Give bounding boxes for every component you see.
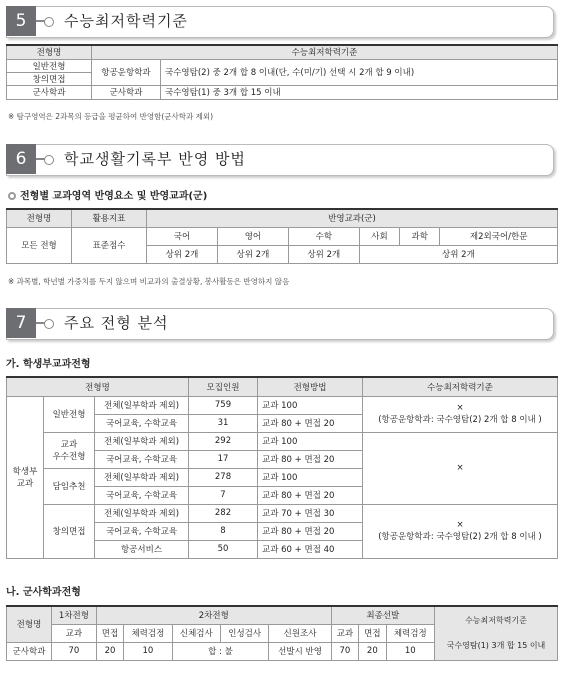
th-stage2: 2차전형 (96, 606, 331, 624)
th-method: 전형방법 (258, 377, 363, 396)
section-7-header (6, 308, 558, 338)
cell-quota: 7 (189, 486, 258, 504)
cell-method: 교과 80 + 면접 20 (258, 522, 363, 540)
section-number: 6 (6, 144, 36, 174)
cell-dept: 국어교육, 수학교육 (95, 486, 189, 504)
cell-sub: 인성검사 (220, 624, 268, 642)
cell-value: 합 : 불 (172, 642, 269, 660)
section-number: 7 (6, 308, 36, 338)
aviation-criteria: (항공운항학과: 국수영탐(2) 2개 합 8 이내 ) (378, 532, 542, 542)
section-number: 5 (6, 6, 36, 36)
subheading-6 (8, 187, 207, 202)
cell-dept: 국어교육, 수학교육 (95, 414, 189, 432)
th-stage1: 1차전형 (52, 606, 97, 624)
cell-method: 교과 80 + 면접 20 (258, 450, 363, 468)
cell-value: 10 (386, 642, 434, 660)
cell-type: 일반전형 (7, 59, 92, 72)
cell-criteria: 국수영탐(1) 3개 합 15 이내 (446, 641, 546, 651)
cell-quota: 278 (189, 468, 258, 486)
cell-subject: 영어 (217, 227, 288, 245)
note-6: ※ 과목별, 학년별 가중치를 두지 않으며 비교과의 출결상황, 봉사활동은 반영하지 않음 (8, 277, 290, 286)
cell-type: 일반전형 (44, 396, 95, 432)
table-gyogwa (6, 376, 558, 559)
cell-sub: 체력검정 (124, 624, 172, 642)
cell-method: 교과 60 + 면접 40 (258, 540, 363, 558)
cell-dept: 항공운항학과 (92, 59, 161, 85)
th-final: 최종선발 (331, 606, 434, 624)
cell-sub: 면접 (96, 624, 123, 642)
th-type: 전형명 (7, 377, 189, 396)
cell-dept: 전체(일부학과 제외) (95, 432, 189, 450)
cell-index: 표준점수 (72, 227, 147, 263)
cell-type: 교과 우수전형 (44, 432, 95, 468)
cell-sub: 교과 (52, 624, 97, 642)
cell-type: 담임추천 (44, 468, 95, 504)
aviation-criteria: (항공운항학과: 국수영탐(2) 2개 합 8 이내 ) (378, 415, 542, 425)
subheading-7a: 가. 학생부교과전형 (6, 359, 91, 370)
cell-sub: 체력검정 (386, 624, 434, 642)
th-subjects: 반영교과(군) (147, 209, 558, 227)
cell-type: 창의면접 (7, 72, 92, 85)
cell-criteria: × (363, 432, 558, 504)
x-mark: × (456, 520, 464, 530)
cell-criteria (363, 396, 558, 432)
cell-criteria (363, 504, 558, 558)
th-criteria: 수능최저학력기준 (363, 377, 558, 396)
section-5-header (6, 6, 558, 36)
cell-dept: 전체(일부학과 제외) (95, 504, 189, 522)
circle-bullet-icon (8, 192, 16, 200)
table-military (6, 605, 558, 661)
cell-method: 교과 100 (258, 468, 363, 486)
cell-quota: 50 (189, 540, 258, 558)
cell-quota: 8 (189, 522, 258, 540)
cell-quota: 292 (189, 432, 258, 450)
section-title: 주요 전형 분석 (64, 314, 169, 332)
note-5: ※ 탐구영역은 2과목의 등급을 평균하여 반영함(군사학과 제외) (8, 112, 214, 121)
cell-dept: 항공서비스 (95, 540, 189, 558)
th-type: 전형명 (7, 209, 72, 227)
cell-dept: 전체(일부학과 제외) (95, 396, 189, 414)
subheading-text: 전형별 교과영역 반영요소 및 반영교과(군) (20, 191, 208, 202)
cell-subject: 사회 (359, 227, 399, 245)
cell-type: 모든 전형 (7, 227, 72, 263)
table-school-record (6, 208, 558, 264)
table-min-csat (6, 44, 558, 100)
cell-value: 10 (124, 642, 172, 660)
th-criteria: 수능최저학력기준 (465, 616, 527, 626)
cell-type: 창의면접 (44, 504, 95, 558)
cell-sub: 면접 (359, 624, 386, 642)
cell-rank: 상위 2개 (147, 245, 218, 263)
th-quota: 모집인원 (189, 377, 258, 396)
cell-criteria-col (435, 606, 558, 660)
cell-quota: 759 (189, 396, 258, 414)
cell-method: 교과 70 + 면접 30 (258, 504, 363, 522)
cell-type: 군사학과 (7, 642, 52, 660)
section-title: 수능최저학력기준 (64, 12, 188, 30)
cell-method: 교과 80 + 면접 20 (258, 414, 363, 432)
subheading-7b: 나. 군사학과전형 (6, 587, 81, 598)
cell-method: 교과 100 (258, 432, 363, 450)
cell-type: 군사학과 (7, 85, 92, 99)
cell-sub: 신원조사 (269, 624, 331, 642)
cell-value: 20 (96, 642, 123, 660)
section-6-header (6, 144, 558, 174)
x-mark: × (456, 403, 464, 413)
cell-sub: 교과 (331, 624, 358, 642)
cell-dept: 전체(일부학과 제외) (95, 468, 189, 486)
section-title: 학교생활기록부 반영 방법 (64, 150, 246, 168)
cell-rank: 상위 2개 (359, 245, 557, 263)
cell-method: 교과 80 + 면접 20 (258, 486, 363, 504)
th-type: 전형명 (7, 45, 92, 59)
cell-dept: 군사학과 (92, 85, 161, 99)
th-type: 전형명 (7, 606, 52, 642)
th-index: 활용지표 (72, 209, 147, 227)
cell-criteria: 국수영탐(1) 중 3개 합 15 이내 (161, 85, 558, 99)
cell-rank: 상위 2개 (288, 245, 359, 263)
cell-method: 교과 100 (258, 396, 363, 414)
cell-subject: 제2외국어/한문 (440, 227, 558, 245)
cell-criteria: 국수영탐(2) 중 2개 합 8 이내(단, 수(미/기) 선택 시 2개 합 9 이내) (161, 59, 558, 85)
cell-value: 20 (359, 642, 386, 660)
cell-value: 70 (52, 642, 97, 660)
cell-quota: 17 (189, 450, 258, 468)
cell-value: 70 (331, 642, 358, 660)
cell-value: 선발시 반영 (269, 642, 331, 660)
cell-subject: 과학 (400, 227, 440, 245)
cell-sub: 신체검사 (172, 624, 220, 642)
cell-quota: 282 (189, 504, 258, 522)
cell-dept: 국어교육, 수학교육 (95, 522, 189, 540)
cell-rank: 상위 2개 (217, 245, 288, 263)
cell-group: 학생부 교과 (7, 396, 44, 558)
cell-dept: 국어교육, 수학교육 (95, 450, 189, 468)
cell-subject: 국어 (147, 227, 218, 245)
th-criteria: 수능최저학력기준 (92, 45, 558, 59)
cell-subject: 수학 (288, 227, 359, 245)
cell-quota: 31 (189, 414, 258, 432)
